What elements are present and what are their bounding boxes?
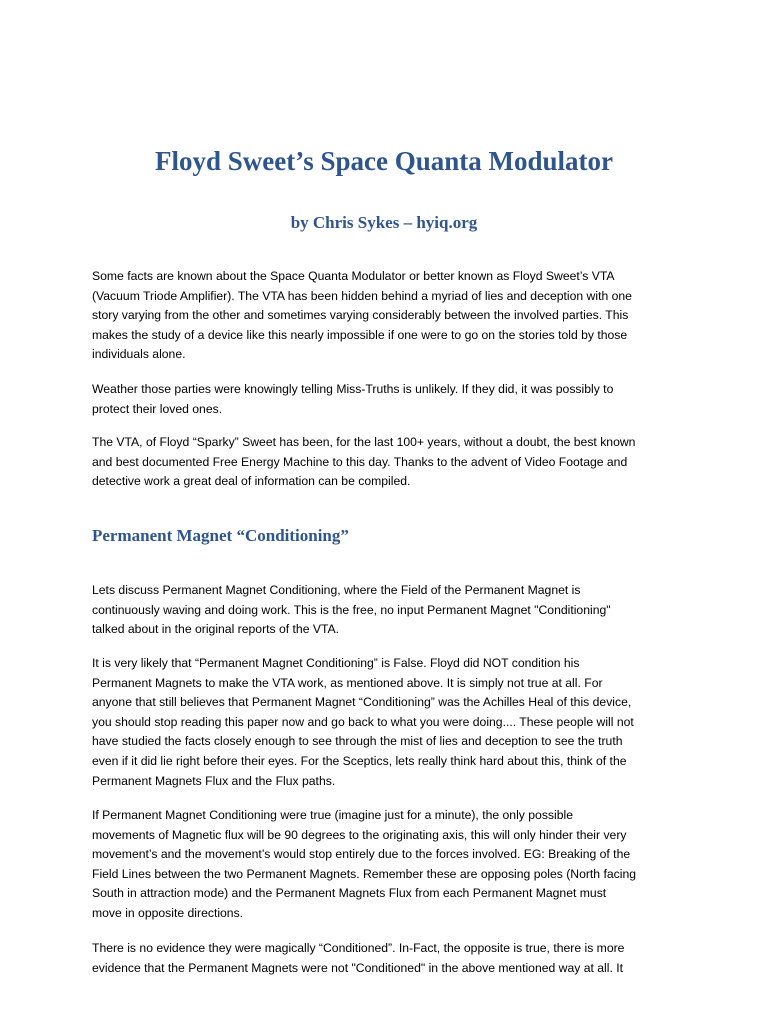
paragraph-intro [92,267,676,365]
text-line: Permanent Magnets to make the VTA work, as mentioned above. It is simply not true at all. For [92,675,603,690]
text-line: The VTA, of Floyd “Sparky” Sweet has been, for the last 100+ years, without a doubt, the best known [92,435,636,449]
text-line: movement’s and the movement’s would stop entirely due to the forces involved. EG: Breaking of the [92,847,631,862]
text-line: Field Lines between the two Permanent Magnets. Remember these are opposing poles (North facing [92,866,636,881]
text-line: Some facts are known about the Space Quanta Modulator or better known as Floyd Sweet’s VTA [92,269,615,283]
text-line: even if it did lie right before their eyes. For the Sceptics, lets really think hard about this, think of the [92,753,627,768]
text-line: There is no evidence they were magically “Conditioned”. In-Fact, the opposite is true, there is more [92,941,625,955]
text-line: South in attraction mode) and the Permanent Magnets Flux from each Permanent Magnet must [92,886,607,901]
paragraph-false-claim [92,654,676,791]
author-byline: by Chris Sykes – hyiq.org [290,213,478,232]
section-heading: Permanent Magnet “Conditioning” [92,526,349,545]
text-line: you should stop reading this paper now and go back to what you were doing.... These people will not [92,714,634,729]
text-line: makes the study of a device like this nearly impossible if one were to go on the stories told by those [92,327,628,342]
text-line: Lets discuss Permanent Magnet Conditioning, where the Field of the Permanent Magnet is [92,583,581,597]
text-line: protect their loved ones. [92,401,223,416]
text-line: individuals alone. [92,347,186,362]
text-line: anyone that still believes that Permanent Magnet “Conditioning” was the Achilles Heal of this device, [92,695,632,710]
text-line: detective work a great deal of information can be compiled. [92,474,411,489]
paragraph-flux-movement [92,806,676,924]
paragraph-parties [92,380,676,419]
text-line: movements of Magnetic flux will be 90 degrees to the originating axis, this will only hinder their very [92,827,627,842]
text-line: talked about in the original reports of the VTA. [92,622,340,637]
text-line: story varying from the other and sometimes varying considerably between the involved parties. This [92,308,629,323]
text-line: (Vacuum Triode Amplifier). The VTA has been hidden behind a myriad of lies and deception with one [92,288,632,303]
text-line: Permanent Magnets Flux and the Flux paths. [92,773,336,788]
text-line: Weather those parties were knowingly telling Miss-Truths is unlikely. If they did, it was possibly to [92,382,614,396]
paragraph-vta [92,433,676,492]
text-line: and best documented Free Energy Machine to this day. Thanks to the advent of Video Footage and [92,454,628,469]
text-line: have studied the facts closely enough to see through the mist of lies and deception to see the truth [92,734,623,749]
text-line: continuously waving and doing work. This is the free, no input Permanent Magnet "Conditioning" [92,602,611,617]
text-line: It is very likely that “Permanent Magnet Conditioning” is False. Floyd did NOT condition his [92,656,580,670]
paragraph-evidence [92,939,676,978]
text-line: If Permanent Magnet Conditioning were true (imagine just for a minute), the only possible [92,808,573,822]
text-line: move in opposite directions. [92,905,244,920]
text-line: evidence that the Permanent Magnets were not "Conditioned" in the above mentioned way at all. It [92,960,624,975]
paragraph-conditioning [92,581,676,640]
document-title: Floyd Sweet’s Space Quanta Modulator [155,146,613,176]
